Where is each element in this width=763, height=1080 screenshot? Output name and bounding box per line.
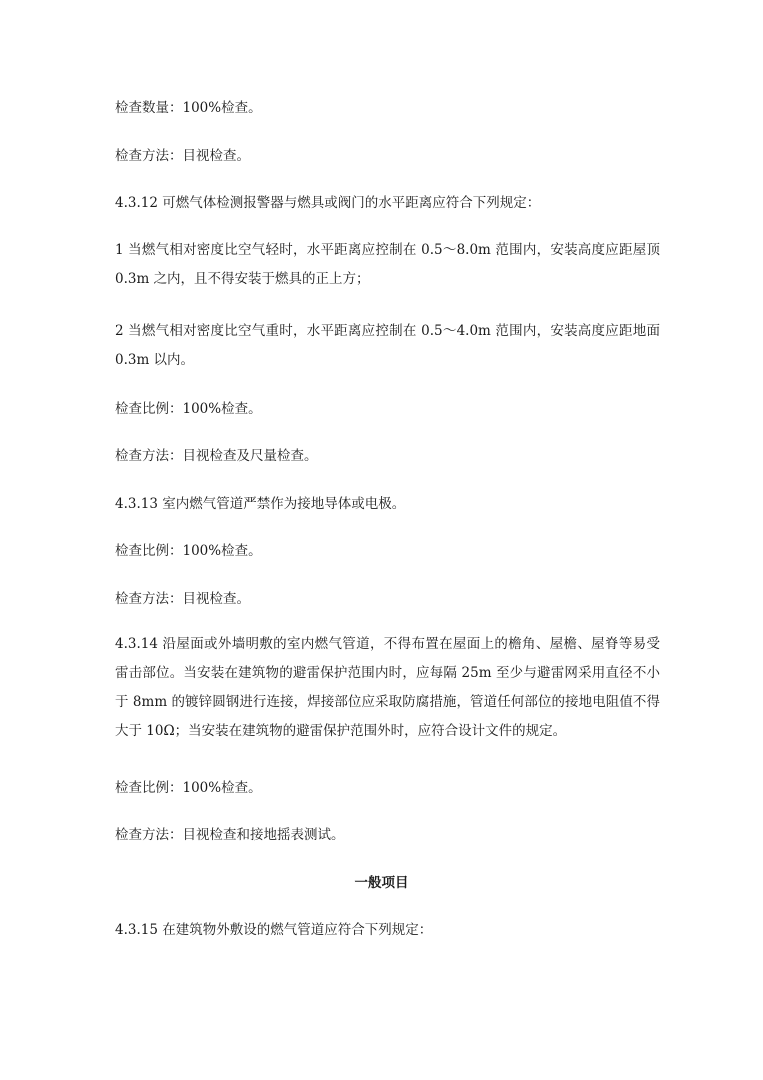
paragraph-inspection-quantity: 检查数量：100%检查。 [115,100,262,116]
paragraph-inspection-ratio: 检查比例：100%检查。 [115,401,262,417]
clause-4-3-12-item-2: 2 当燃气相对密度比空气重时，水平距离应控制在 0.5～4.0m 范围内，安装高度应距地面 0.3m 以内。 [115,323,660,368]
clause-4-3-15: 4.3.15 在建筑物外敷设的燃气管道应符合下列规定： [115,922,433,938]
clause-4-3-12: 4.3.12 可燃气体检测报警器与燃具或阀门的水平距离应符合下列规定： [115,195,541,211]
paragraph-inspection-method: 检查方法：目视检查。 [115,591,250,607]
clause-4-3-14: 4.3.14 沿屋面或外墙明敷的室内燃气管道，不得布置在屋面上的檐角、屋檐、屋脊等易受雷击部位。当安装在建筑物的避雷保护范围内时，应每隔 25m 至少与避雷网采用直径不小于 8mm 的镀锌圆钢进行连接，焊接部位应采取防腐措施，管道任何部位的接地电阻值不得大于 10Ω；当安装在建筑物的避雷保护范围外时，应符合设计文件的规定。 [115,636,660,739]
paragraph-inspection-ratio: 检查比例：100%检查。 [115,543,262,559]
clause-4-3-12-item-1: 1 当燃气相对密度比空气轻时，水平距离应控制在 0.5～8.0m 范围内，安装高度应距屋顶 0.3m 之内，且不得安装于燃具的正上方； [115,242,660,287]
paragraph-inspection-method: 检查方法：目视检查。 [115,148,250,164]
section-heading: 一般项目 [354,875,409,891]
clause-4-3-13: 4.3.13 室内燃气管道严禁作为接地导体或电极。 [115,496,406,512]
paragraph-inspection-method: 检查方法：目视检查及尺量检查。 [115,448,318,464]
paragraph-inspection-ratio: 检查比例：100%检查。 [115,780,262,796]
paragraph-inspection-method: 检查方法：目视检查和接地摇表测试。 [115,827,345,843]
